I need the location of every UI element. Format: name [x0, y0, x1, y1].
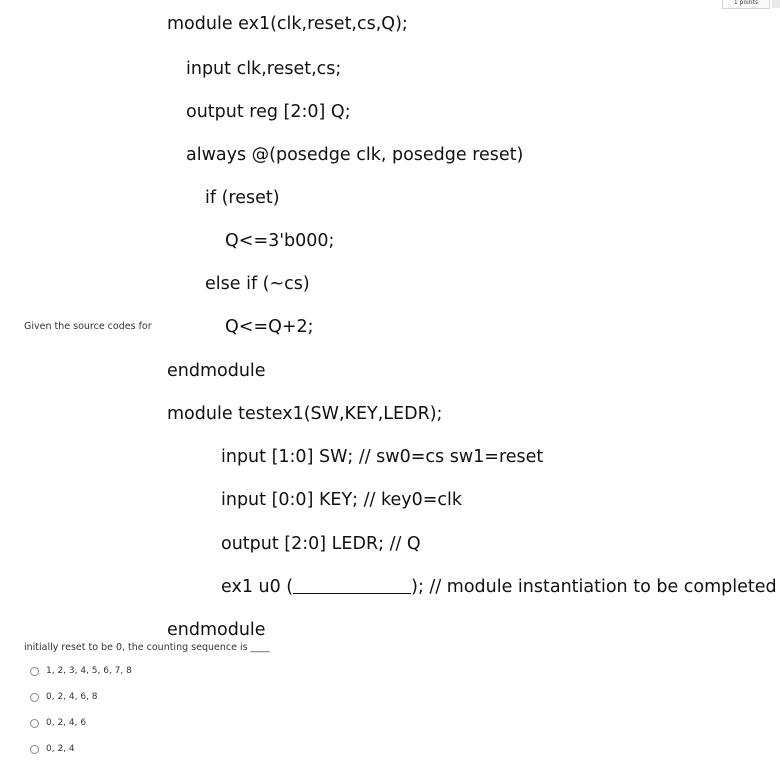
code-fragment: ex1 u0 ( [221, 577, 294, 597]
code-line: output reg [2:0] Q; [186, 102, 351, 122]
code-line: input [1:0] SW; // sw0=cs sw1=reset [221, 447, 544, 467]
option-label: 0, 2, 4, 6 [46, 718, 87, 728]
option-4[interactable] [30, 742, 75, 756]
code-line: always @(posedge clk, posedge reset) [186, 145, 524, 165]
code-line: module ex1(clk,reset,cs,Q); [167, 14, 408, 34]
code-line: Q<=Q+2; [225, 317, 314, 337]
code-line: input clk,reset,cs; [186, 59, 342, 79]
option-2[interactable] [30, 690, 98, 704]
corner-control [772, 0, 780, 8]
option-3[interactable] [30, 716, 86, 730]
question-lead-text: Given the source codes for [24, 321, 152, 332]
code-line: input [0:0] KEY; // key0=clk [221, 490, 463, 510]
code-line: if (reset) [205, 188, 280, 208]
radio-button[interactable] [30, 745, 39, 754]
code-fragment: ); // module instantiation to be completed [411, 577, 777, 597]
radio-button[interactable] [30, 719, 39, 728]
code-line: Q<=3'b000; [225, 231, 335, 251]
option-label: 0, 2, 4 [46, 744, 75, 754]
points-badge: 1 points [722, 0, 770, 9]
radio-button[interactable] [30, 667, 39, 676]
question-prompt-text: initially reset to be 0, the counting sequence is ____ [24, 642, 270, 653]
fill-in-blank [293, 577, 411, 594]
radio-button[interactable] [30, 693, 39, 702]
code-line: module testex1(SW,KEY,LEDR); [167, 404, 443, 424]
option-label: 1, 2, 3, 4, 5, 6, 7, 8 [46, 666, 132, 676]
code-line: endmodule [167, 620, 266, 640]
code-line-instantiation [221, 577, 777, 597]
code-line: output [2:0] LEDR; // Q [221, 534, 421, 554]
option-label: 0, 2, 4, 6, 8 [46, 692, 98, 702]
code-line: endmodule [167, 361, 266, 381]
option-1[interactable] [30, 664, 132, 678]
code-line: else if (~cs) [205, 274, 310, 294]
